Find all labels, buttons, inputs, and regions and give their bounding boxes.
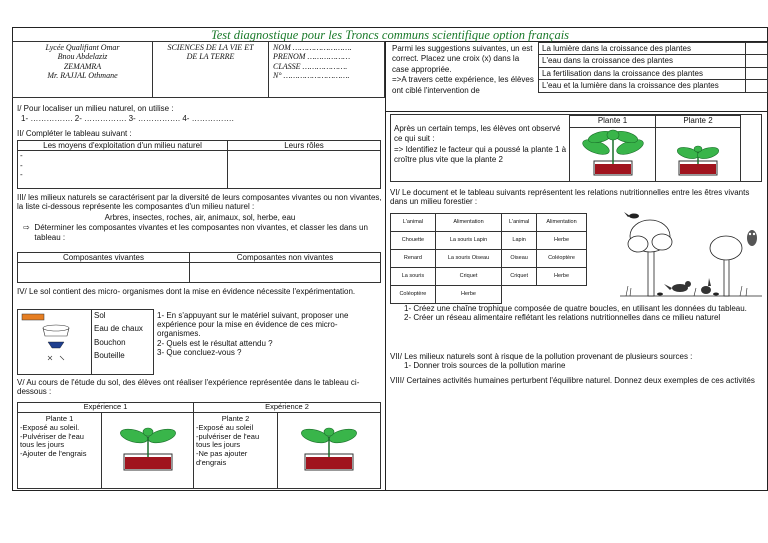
food-cell: Herbe: [537, 232, 587, 250]
plant-1-conditions: [18, 412, 102, 488]
section-1-blanks[interactable]: 1- ……………. 2- ……………. 3- ……………. 4- …………….: [21, 114, 234, 124]
material-limewater: Eau de chaux: [94, 324, 143, 334]
observation-text: [394, 124, 569, 166]
food-cell: La souris Lapin: [435, 232, 501, 250]
option-text: L'eau et la lumière dans la croissance des plantes: [539, 80, 746, 92]
subject-line: DE LA TERRE: [186, 52, 235, 62]
living-header: Composantes vivantes: [18, 253, 190, 263]
section-5: [17, 378, 383, 397]
food-cell: Chouette: [391, 232, 436, 250]
section-5-text: V/ Au cours de l'étude du sol, des élèves ont réaliser l'expérience représentée dans le tableau ci-dessous :: [17, 378, 360, 397]
option-text: La lumière dans la croissance des plantes: [539, 43, 746, 55]
food-cell: Lapin: [502, 232, 537, 250]
option-checkbox[interactable]: [746, 67, 768, 79]
plant-1-title: Plante 1: [45, 413, 74, 423]
big-plant-cell: [570, 128, 656, 182]
tree-right: [710, 236, 742, 296]
plant-2-line: -Exposé au soleil: [196, 422, 254, 432]
section-7: [390, 352, 765, 371]
exploitation-means-cell[interactable]: [18, 151, 228, 189]
food-cell: Herbe: [435, 286, 501, 304]
observation-plant-1-header: Plante 1: [570, 116, 656, 128]
food-cell: L'animal: [502, 214, 537, 232]
section-2: [17, 129, 382, 138]
suggestions-intro: [392, 44, 534, 96]
section-4: [17, 287, 383, 296]
question-3: 3- Que concluez-vous ?: [157, 348, 242, 358]
experiment-1-header: Expérience 1: [18, 403, 194, 413]
food-cell: [537, 286, 587, 304]
exploitation-header-1: Les moyens d'exploitation d'un milieu naturel: [18, 141, 228, 151]
food-cell: Alimentation: [435, 214, 501, 232]
nonliving-header: Composantes non vivantes: [190, 253, 381, 263]
question-1: 1- En s'appuyant sur le matériel suivant, proposer une expérience pour la mise en évidence de ces micro-organismes.: [157, 310, 349, 339]
option-text: La fertilisation dans la croissance des plantes: [539, 67, 746, 79]
food-cell: Coléoptère: [537, 250, 587, 268]
options-table: [538, 42, 768, 93]
food-cell: Alimentation: [537, 214, 587, 232]
student-fields-cell: [269, 42, 385, 98]
section-1: [17, 104, 382, 124]
forest-illustration: [620, 208, 762, 300]
component-list: Arbres, insectes, roches, air, animaux, sol, herbe, eau: [104, 212, 296, 222]
material-stopper: Bouchon: [94, 337, 126, 347]
subject-cell: [153, 42, 269, 98]
school-line: Mr. RAJJAL Othmane: [47, 71, 118, 81]
plant-1-line: -Ajouter de l'engrais: [20, 449, 87, 459]
insect-icon: [657, 293, 719, 296]
living-cell[interactable]: [18, 263, 190, 283]
school-line: Bnou Abdelaziz: [57, 52, 108, 62]
food-cell: Renard: [391, 250, 436, 268]
section-2-text: II/ Compléter le tableau suivant :: [17, 129, 132, 138]
observation-table: [569, 115, 741, 182]
section-4-text: IV/ Le sol contient des micro- organismes dont la mise en évidence nécessite l'expérimentation.: [17, 287, 356, 296]
suggestions-text: Parmi les suggestions suivantes, un est correct. Placez une croix (x) dans la case appropriée.: [392, 44, 533, 74]
food-cell: Herbe: [537, 268, 587, 286]
section-6-question-2: 2- Créer un réseau alimentaire reflétant les relations nutritionnelles dans ce milieu naturel: [404, 313, 721, 323]
plant-1-icon: [110, 424, 186, 474]
experiment-2-header: Expérience 2: [194, 403, 381, 413]
nonliving-cell[interactable]: [190, 263, 381, 283]
small-plant-cell: [656, 128, 741, 182]
food-cell: Criquet: [502, 268, 537, 286]
header-table: [12, 41, 385, 98]
list-dash: -: [20, 170, 23, 180]
food-cell: La souris: [391, 268, 436, 286]
option-checkbox[interactable]: [746, 80, 768, 92]
firstname-field[interactable]: PRENOM ………………: [273, 52, 351, 62]
number-field[interactable]: N° ……………………….: [273, 71, 350, 81]
material-soil: Sol: [94, 311, 106, 320]
list-dash: -: [20, 151, 23, 161]
question-2: 2- Quels est le résultat attendu ?: [157, 338, 273, 348]
section-7-text: VII/ Les milieux naturels sont à risque de la pollution provenant de plusieurs sources :: [390, 352, 693, 361]
school-line: Lycée Qualifiant Omar: [45, 43, 120, 52]
rabbit-icon: [701, 278, 711, 294]
section-8-text: VIII/ Certaines activités humaines perturbent l'équilibre naturel. Donnez deux exemples de ces activités: [390, 376, 755, 385]
food-table: [390, 213, 587, 304]
suggestions-arrow-text: =>A travers cette expérience, les élèves ont ciblé l'intervention de: [392, 75, 534, 95]
food-cell: La souris Oiseau: [435, 250, 501, 268]
school-line: ZEMAMRA: [63, 61, 102, 71]
option-text: L'eau dans la croissance des plantes: [539, 55, 746, 67]
column-divider: [385, 41, 386, 491]
observation-plant-2-header: Plante 2: [656, 116, 741, 128]
food-cell: L'animal: [391, 214, 436, 232]
class-field[interactable]: CLASSE ……………….: [273, 61, 348, 71]
plant-2-icon: [291, 424, 367, 474]
food-cell: [502, 286, 537, 304]
observation-box: [390, 114, 762, 182]
suggestions-divider: [385, 111, 768, 112]
section-8: [390, 376, 765, 385]
bird-icon: [624, 212, 639, 219]
plant-2-drawing-cell: [278, 412, 381, 488]
plant-2-conditions: [194, 412, 278, 488]
plant-1-drawing-cell: [102, 412, 194, 488]
material-bottle: Bouteille: [94, 351, 125, 361]
section-3: [17, 193, 383, 242]
plant-2-line: -pulvériser de l'eau tous les jours: [196, 431, 260, 450]
section-7-question: 1- Donner trois sources de la pollution marine: [404, 361, 566, 371]
section-3-text: III/ les milieux naturels se caractérisent par la diversité de leurs composantes vivantes ou non vivantes, la liste ci-dessous représente les composantes d'un milieu naturel :: [17, 193, 382, 212]
school-cell: [13, 42, 153, 98]
subject-line: SCIENCES DE LA VIE ET: [167, 43, 254, 52]
arrow-icon: ⇨: [23, 223, 30, 233]
plant-1-line: -Pulvériser de l'eau tous les jours: [20, 431, 84, 450]
plant-1-line: -Exposé au soleil.: [20, 422, 80, 432]
food-cell: Criquet: [435, 268, 501, 286]
questions-cell: [154, 310, 382, 375]
fox-icon: [664, 281, 691, 292]
page-title: Test diagnostique pour les Troncs communs scientifique option français: [210, 28, 570, 42]
option-checkbox[interactable]: [746, 43, 768, 55]
lab-materials-drawing: [18, 310, 90, 372]
plant-2-title: Plante 2: [221, 413, 250, 423]
section-6-question-1: 1- Créez une chaîne trophique composée de quatre boucles, en utilisant les données du tableau.: [404, 304, 747, 313]
big-plant-icon: [578, 129, 648, 177]
option-checkbox[interactable]: [746, 55, 768, 67]
observation-question: => Identifiez le facteur qui a poussé la plante 1 à croître plus vite que la plante 2: [394, 144, 567, 165]
exploitation-roles-cell[interactable]: [228, 151, 381, 189]
owl-icon: [747, 230, 757, 246]
section-1-text: I/ Pour localiser un milieu naturel, on utilise :: [17, 104, 174, 113]
section-6-text: VI/ Le document et le tableau suivants représentent les relations nutritionnelles entre les êtres vivants dans un milieu forestier :: [390, 188, 750, 207]
plant-2-line: -Ne pas ajouter d'engrais: [196, 449, 248, 468]
food-cell: Coléoptère: [391, 286, 436, 304]
experiment-table: [17, 402, 381, 489]
food-cell: Oiseau: [502, 250, 537, 268]
instruction-text: Déterminer les composantes vivantes et les composantes non vivantes, et classer les dans un tableau :: [34, 223, 368, 242]
tree-left: [628, 220, 672, 296]
materials-list-cell: [92, 310, 154, 375]
list-dash: -: [20, 160, 23, 170]
observation-intro: Après un certain temps, les élèves ont observé ce qui suit :: [394, 124, 561, 144]
materials-drawing-cell: [18, 310, 92, 375]
components-table: [17, 252, 381, 283]
exploitation-table: [17, 140, 381, 189]
materials-table: [17, 309, 381, 375]
section-6-questions: [392, 304, 764, 323]
exploitation-header-2: Leurs rôles: [228, 141, 381, 151]
small-plant-icon: [663, 129, 733, 177]
section-3-instruction: [17, 223, 383, 242]
section-6: [390, 188, 765, 207]
name-field[interactable]: NOM …………………….: [273, 43, 352, 52]
